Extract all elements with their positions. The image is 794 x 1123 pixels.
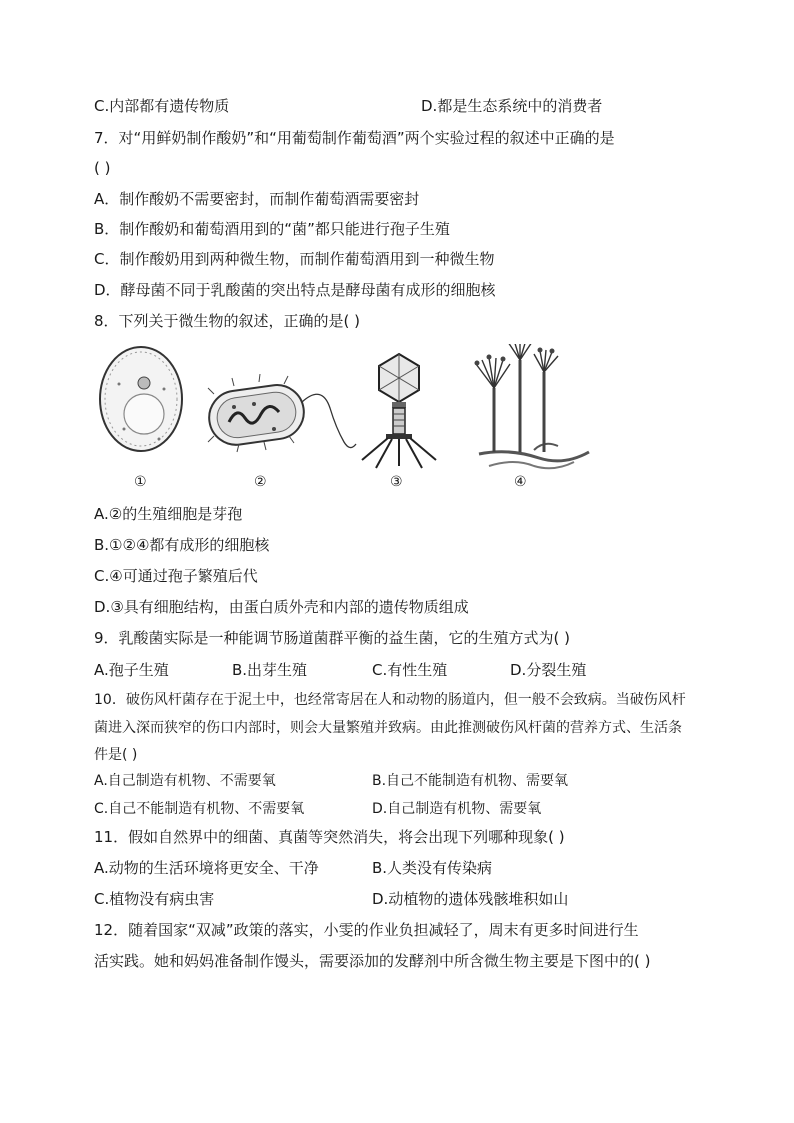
microorganism-figure (94, 344, 594, 492)
q6-option-c: C.内部都有遗传物质 (94, 97, 230, 115)
q11-option-c: C.植物没有病虫害 (94, 890, 215, 908)
q7-option-a: A．制作酸奶不需要密封，而制作葡萄酒需要密封 (94, 190, 420, 208)
q10-stem-line-3: 件是( ) (94, 747, 138, 763)
q10-stem-line-1: 10．破伤风杆菌存在于泥土中，也经常寄居在人和动物的肠道内，但一般不会致病。当破伤风杆 (94, 692, 686, 708)
bacteriophage-illustration (362, 354, 436, 468)
q7-answer-paren: ( ) (94, 159, 111, 177)
q9-option-c: C.有性生殖 (372, 661, 448, 679)
q8-stem: 8．下列关于微生物的叙述，正确的是( ) (94, 312, 361, 330)
q10-option-b: B.自己不能制造有机物、需要氧 (372, 773, 569, 789)
figure-label-4: ④ (514, 474, 527, 490)
figure-label-2: ② (254, 474, 267, 490)
yeast-cell-illustration (100, 347, 182, 451)
q7-option-b: B．制作酸奶和葡萄酒用到的“菌”都只能进行孢子生殖 (94, 220, 450, 238)
q12-stem-line-1: 12．随着国家“双减”政策的落实，小雯的作业负担减轻了，周末有更多时间进行生 (94, 921, 639, 939)
q11-option-b: B.人类没有传染病 (372, 859, 493, 877)
q7-stem: 7．对“用鲜奶制作酸奶”和“用葡萄制作葡萄酒”两个实验过程的叙述中正确的是 (94, 129, 615, 147)
q9-stem: 9．乳酸菌实际是一种能调节肠道菌群平衡的益生菌，它的生殖方式为( ) (94, 629, 571, 647)
q8-option-d: D.③具有细胞结构，由蛋白质外壳和内部的遗传物质组成 (94, 598, 469, 616)
q10-stem-line-2: 菌进入深而狭窄的伤口内部时，则会大量繁殖并致病。由此推测破伤风杆菌的营养方式、生活条 (94, 720, 682, 736)
bacterium-illustration (206, 374, 356, 452)
q9-option-a: A.孢子生殖 (94, 661, 169, 679)
microorganism-illustrations (94, 344, 594, 492)
q11-stem: 11．假如自然界中的细菌、真菌等突然消失，将会出现下列哪种现象( ) (94, 828, 565, 846)
q7-option-c: C．制作酸奶用到两种微生物，而制作葡萄酒用到一种微生物 (94, 250, 495, 268)
mold-illustration (475, 344, 590, 468)
q12-stem-line-2: 活实践。她和妈妈准备制作馒头，需要添加的发酵剂中所含微生物主要是下图中的( ) (94, 952, 651, 970)
q8-option-a: A.②的生殖细胞是芽孢 (94, 505, 243, 523)
q6-option-d: D.都是生态系统中的消费者 (421, 97, 603, 115)
q8-option-b: B.①②④都有成形的细胞核 (94, 536, 270, 554)
q9-option-b: B.出芽生殖 (232, 661, 308, 679)
q7-option-d: D．酵母菌不同于乳酸菌的突出特点是酵母菌有成形的细胞核 (94, 281, 496, 299)
q10-option-a: A.自己制造有机物、不需要氧 (94, 773, 276, 789)
figure-label-1: ① (134, 474, 147, 490)
q10-option-c: C.自己不能制造有机物、不需要氧 (94, 801, 305, 817)
q11-option-a: A.动物的生活环境将更安全、干净 (94, 859, 319, 877)
q10-option-d: D.自己制造有机物、需要氧 (372, 801, 542, 817)
figure-label-3: ③ (390, 474, 403, 490)
q11-option-d: D.动植物的遗体残骸堆积如山 (372, 890, 569, 908)
q8-option-c: C.④可通过孢子繁殖后代 (94, 567, 258, 585)
q9-option-d: D.分裂生殖 (510, 661, 587, 679)
